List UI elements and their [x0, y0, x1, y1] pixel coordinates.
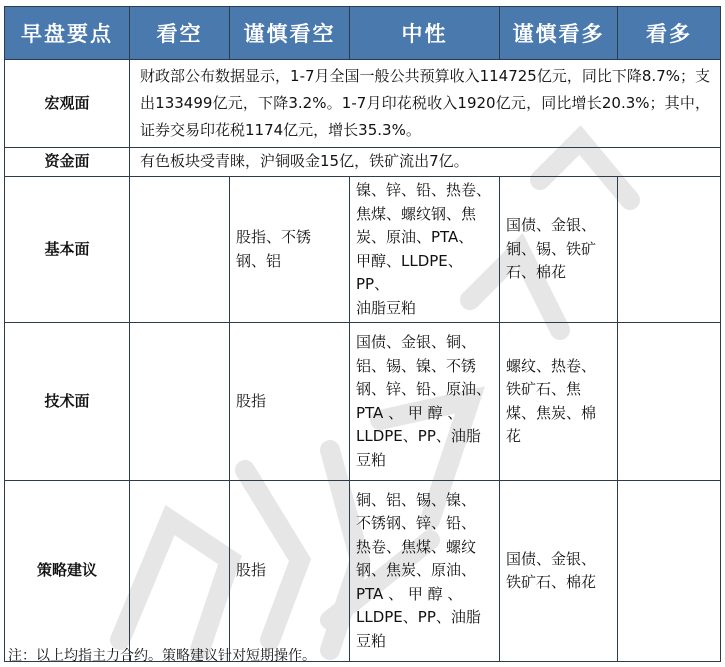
funds-text: 有色板块受青睐，沪铜吸金15亿，铁矿流出7亿。 — [130, 148, 721, 177]
header-bullish: 看多 — [618, 7, 721, 60]
morning-summary-table — [4, 6, 721, 662]
technical-bearish — [130, 323, 230, 481]
strategy-row — [5, 481, 721, 662]
technical-label: 技术面 — [5, 323, 130, 481]
fundamental-row — [5, 177, 721, 323]
strategy-label: 策略建议 — [5, 481, 130, 662]
table-header-row — [5, 7, 721, 60]
technical-row — [5, 323, 721, 481]
header-neutral: 中性 — [350, 7, 500, 60]
header-cautious-bearish: 谨慎看空 — [230, 7, 350, 60]
technical-bullish — [618, 323, 721, 481]
funds-label: 资金面 — [5, 148, 130, 177]
macro-label: 宏观面 — [5, 60, 130, 148]
header-cautious-bullish: 谨慎看多 — [500, 7, 618, 60]
strategy-neutral: 铜、铝、锡、镍、 不锈钢、锌、铅、 热卷、焦煤、螺纹 钢、焦炭、原油、 PTA 、 甲 醇 、 LLDPE、PP、油脂 豆粕 — [350, 481, 500, 662]
fundamental-neutral: 镍、锌、铅、热卷、 焦煤、螺纹钢、焦 炭、原油、PTA、 甲醇、LLDPE、PP、 油脂豆粕 — [350, 177, 500, 323]
fundamental-cautious-bearish: 股指、不锈 钢、铝 — [230, 177, 350, 323]
strategy-cautious-bearish: 股指 — [230, 481, 350, 662]
macro-row — [5, 60, 721, 148]
footnote: 注：以上均指主力合约。策略建议针对短期操作。 — [8, 648, 316, 664]
fundamental-label: 基本面 — [5, 177, 130, 323]
strategy-cautious-bullish: 国债、金银、 铁矿石、棉花 — [500, 481, 618, 662]
funds-row — [5, 148, 721, 177]
header-bearish: 看空 — [130, 7, 230, 60]
fundamental-cautious-bullish: 国债、金银、 铜、锡、铁矿 石、棉花 — [500, 177, 618, 323]
technical-cautious-bearish: 股指 — [230, 323, 350, 481]
strategy-bullish — [618, 481, 721, 662]
header-morning-points: 早盘要点 — [5, 7, 130, 60]
technical-cautious-bullish: 螺纹、热卷、 铁矿石、焦 煤、焦炭、棉 花 — [500, 323, 618, 481]
report-table-container — [4, 6, 720, 662]
macro-text: 财政部公布数据显示，1-7月全国一般公共预算收入114725亿元，同比下降8.7%；支出133499亿元，下降3.2%。1-7月印花税收入1920亿元，同比增长20.3%；其中，证券交易印花税1174亿元，增长35.3%。 — [130, 60, 721, 148]
technical-neutral: 国债、金银、铜、 铝、锡、镍、不锈 钢、锌、铅、原油、 PTA 、 甲 醇 、 LLDPE、PP、油脂 豆粕 — [350, 323, 500, 481]
fundamental-bullish — [618, 177, 721, 323]
fundamental-bearish — [130, 177, 230, 323]
strategy-bearish — [130, 481, 230, 662]
